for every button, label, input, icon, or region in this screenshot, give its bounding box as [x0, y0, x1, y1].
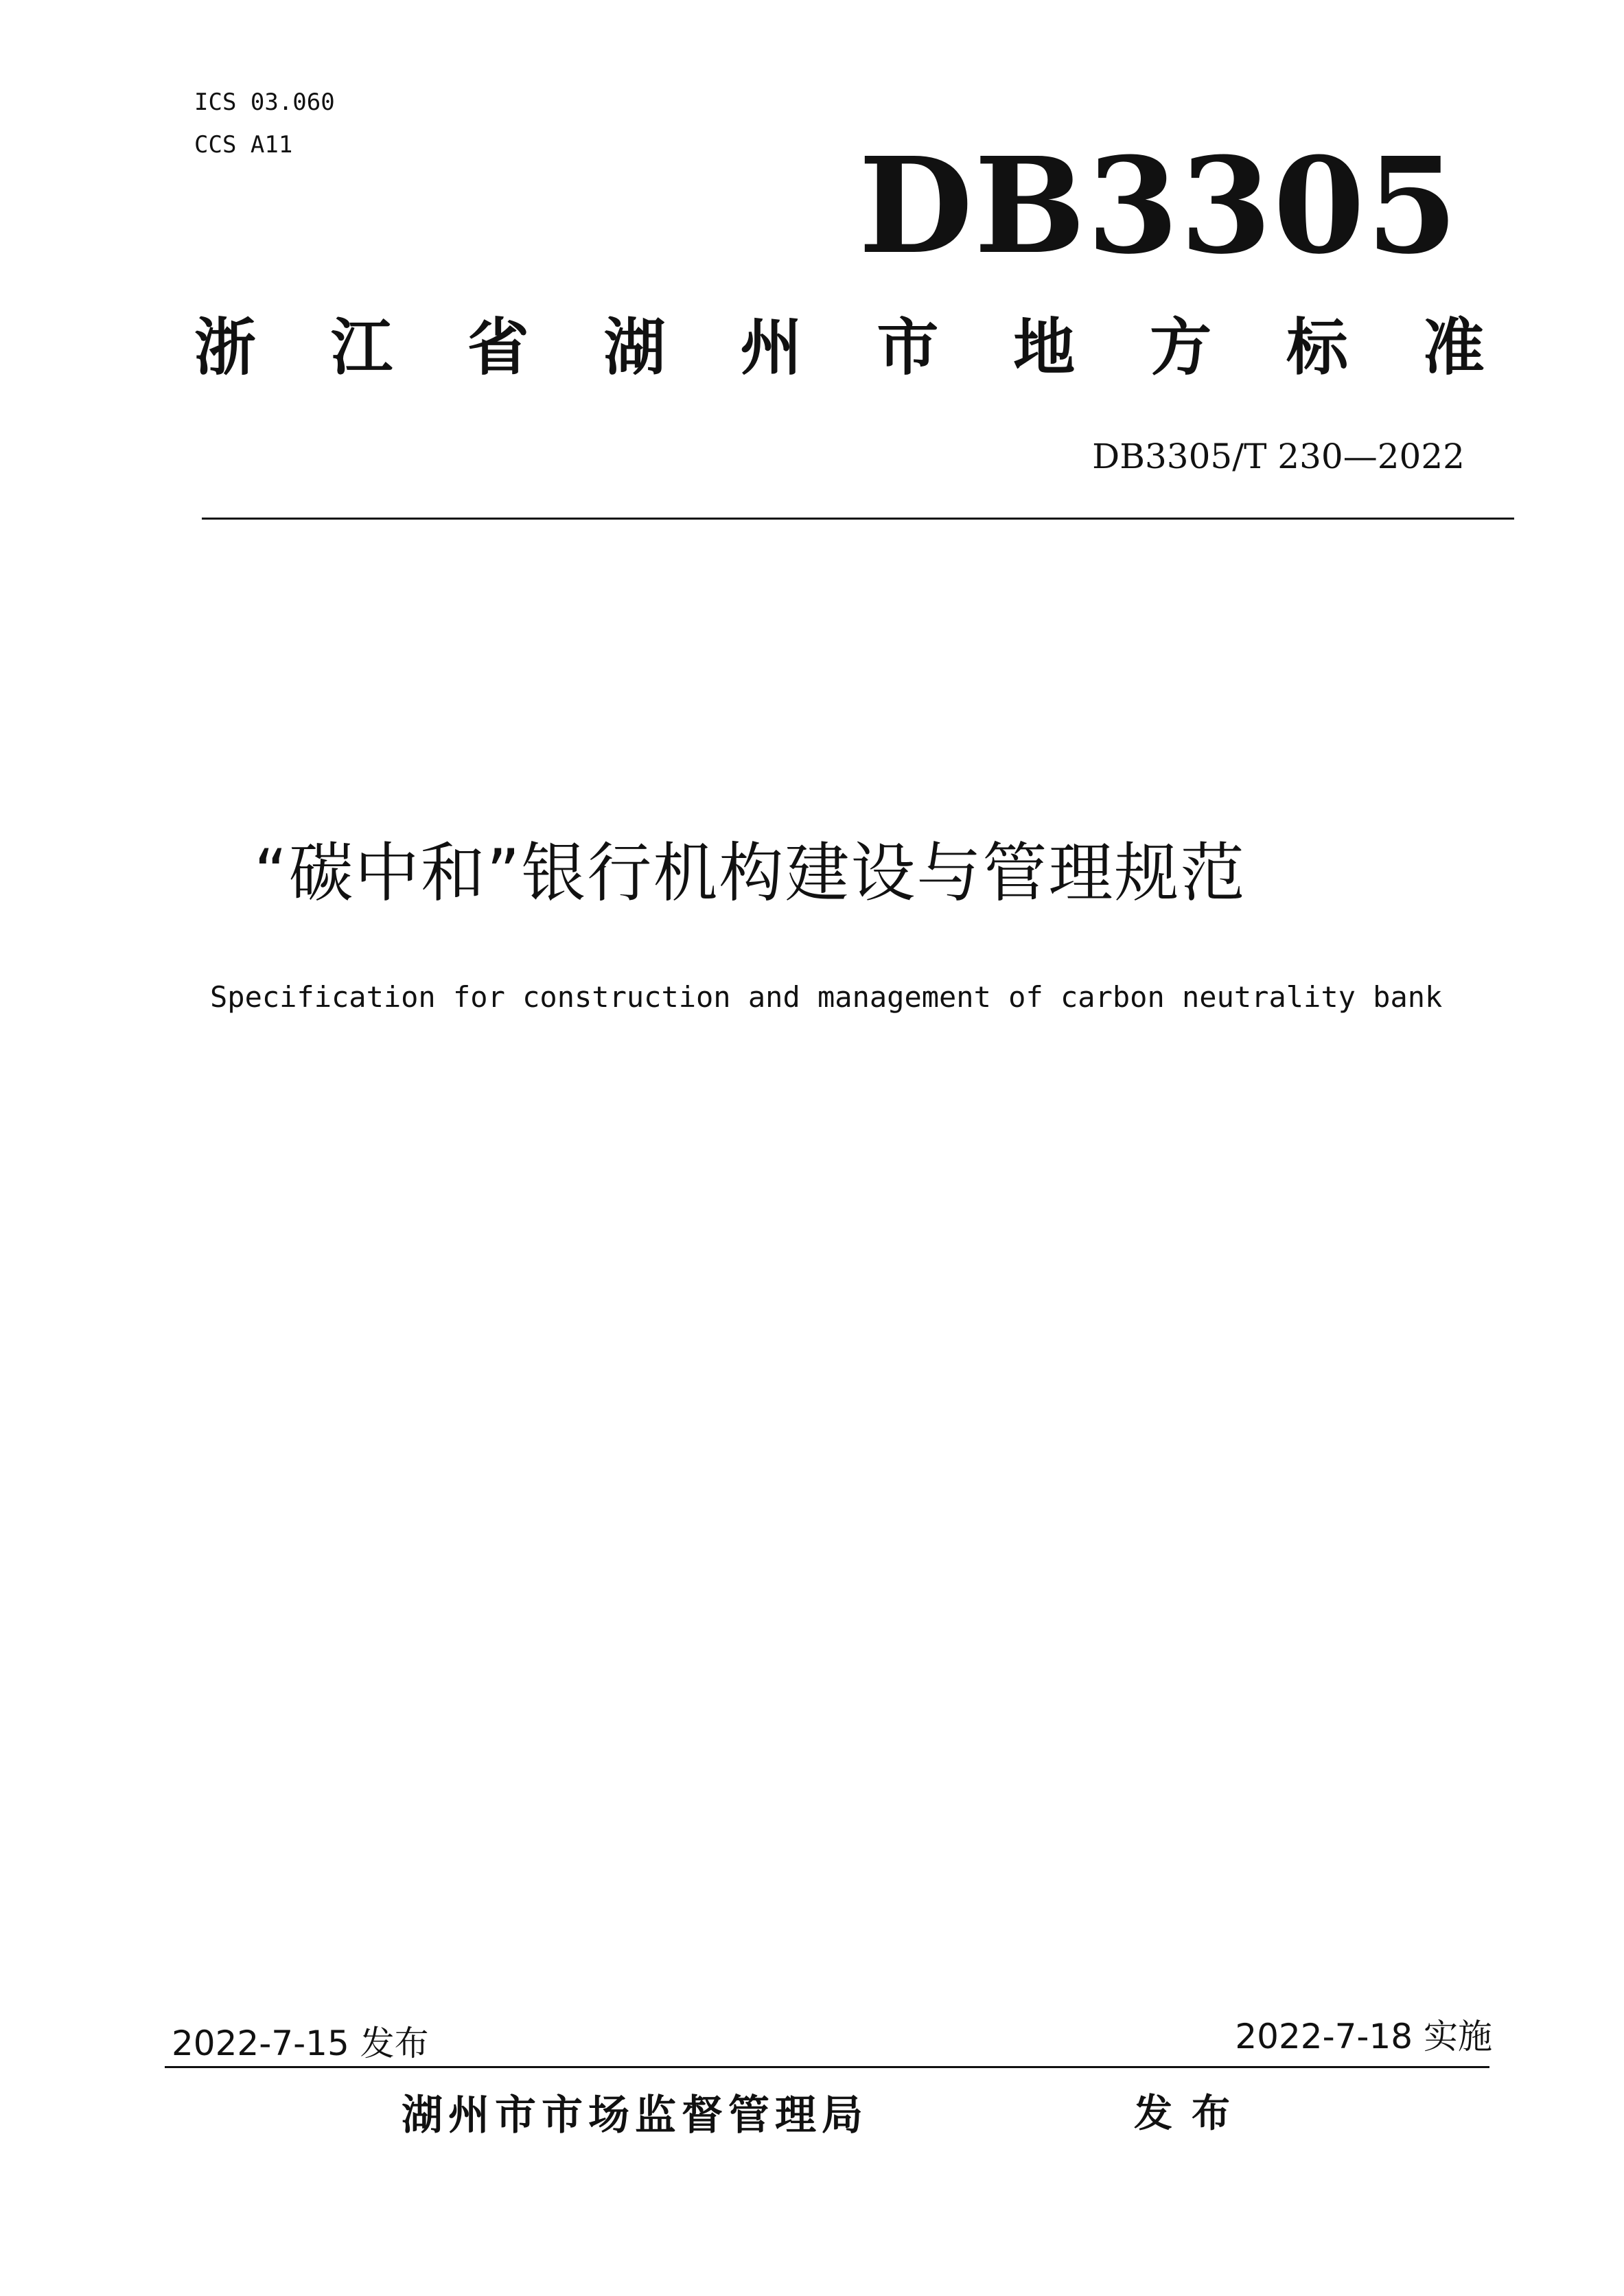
ics-code: ICS 03.060 [194, 89, 335, 116]
publish-date: 2022-7-15 发布 [172, 2024, 429, 2063]
standard-type-char: 地 [1013, 312, 1076, 384]
document-title-chinese: “碳中和”银行机构建设与管理规范 [254, 836, 1246, 911]
issue-label: 发布 [1134, 2091, 1249, 2136]
ccs-code: CCS A11 [194, 131, 293, 159]
document-title-english: Specification for construction and management of carbon neutrality bank [210, 980, 1443, 1014]
standard-number: DB3305/T 230—2022 [1092, 437, 1465, 476]
standard-type-char: 江 [330, 312, 393, 384]
classification-codes [194, 81, 335, 166]
standard-type-char: 浙 [194, 312, 256, 384]
bottom-divider [165, 2066, 1489, 2068]
standard-type-char: 方 [1150, 312, 1212, 384]
db-code-heading: DB3305 [858, 129, 1459, 283]
top-divider [202, 518, 1514, 520]
standard-type-char: 标 [1286, 312, 1348, 384]
standard-type-char: 省 [467, 312, 529, 384]
standard-type-char: 准 [1422, 312, 1485, 384]
effective-date: 2022-7-18 实施 [1235, 2017, 1492, 2056]
standard-type-char: 市 [877, 312, 939, 384]
issuing-authority: 湖州市市场监督管理局 [402, 2091, 868, 2140]
standard-type-heading [194, 312, 1485, 384]
standard-type-char: 湖 [603, 312, 666, 384]
standard-type-char: 州 [740, 312, 802, 384]
